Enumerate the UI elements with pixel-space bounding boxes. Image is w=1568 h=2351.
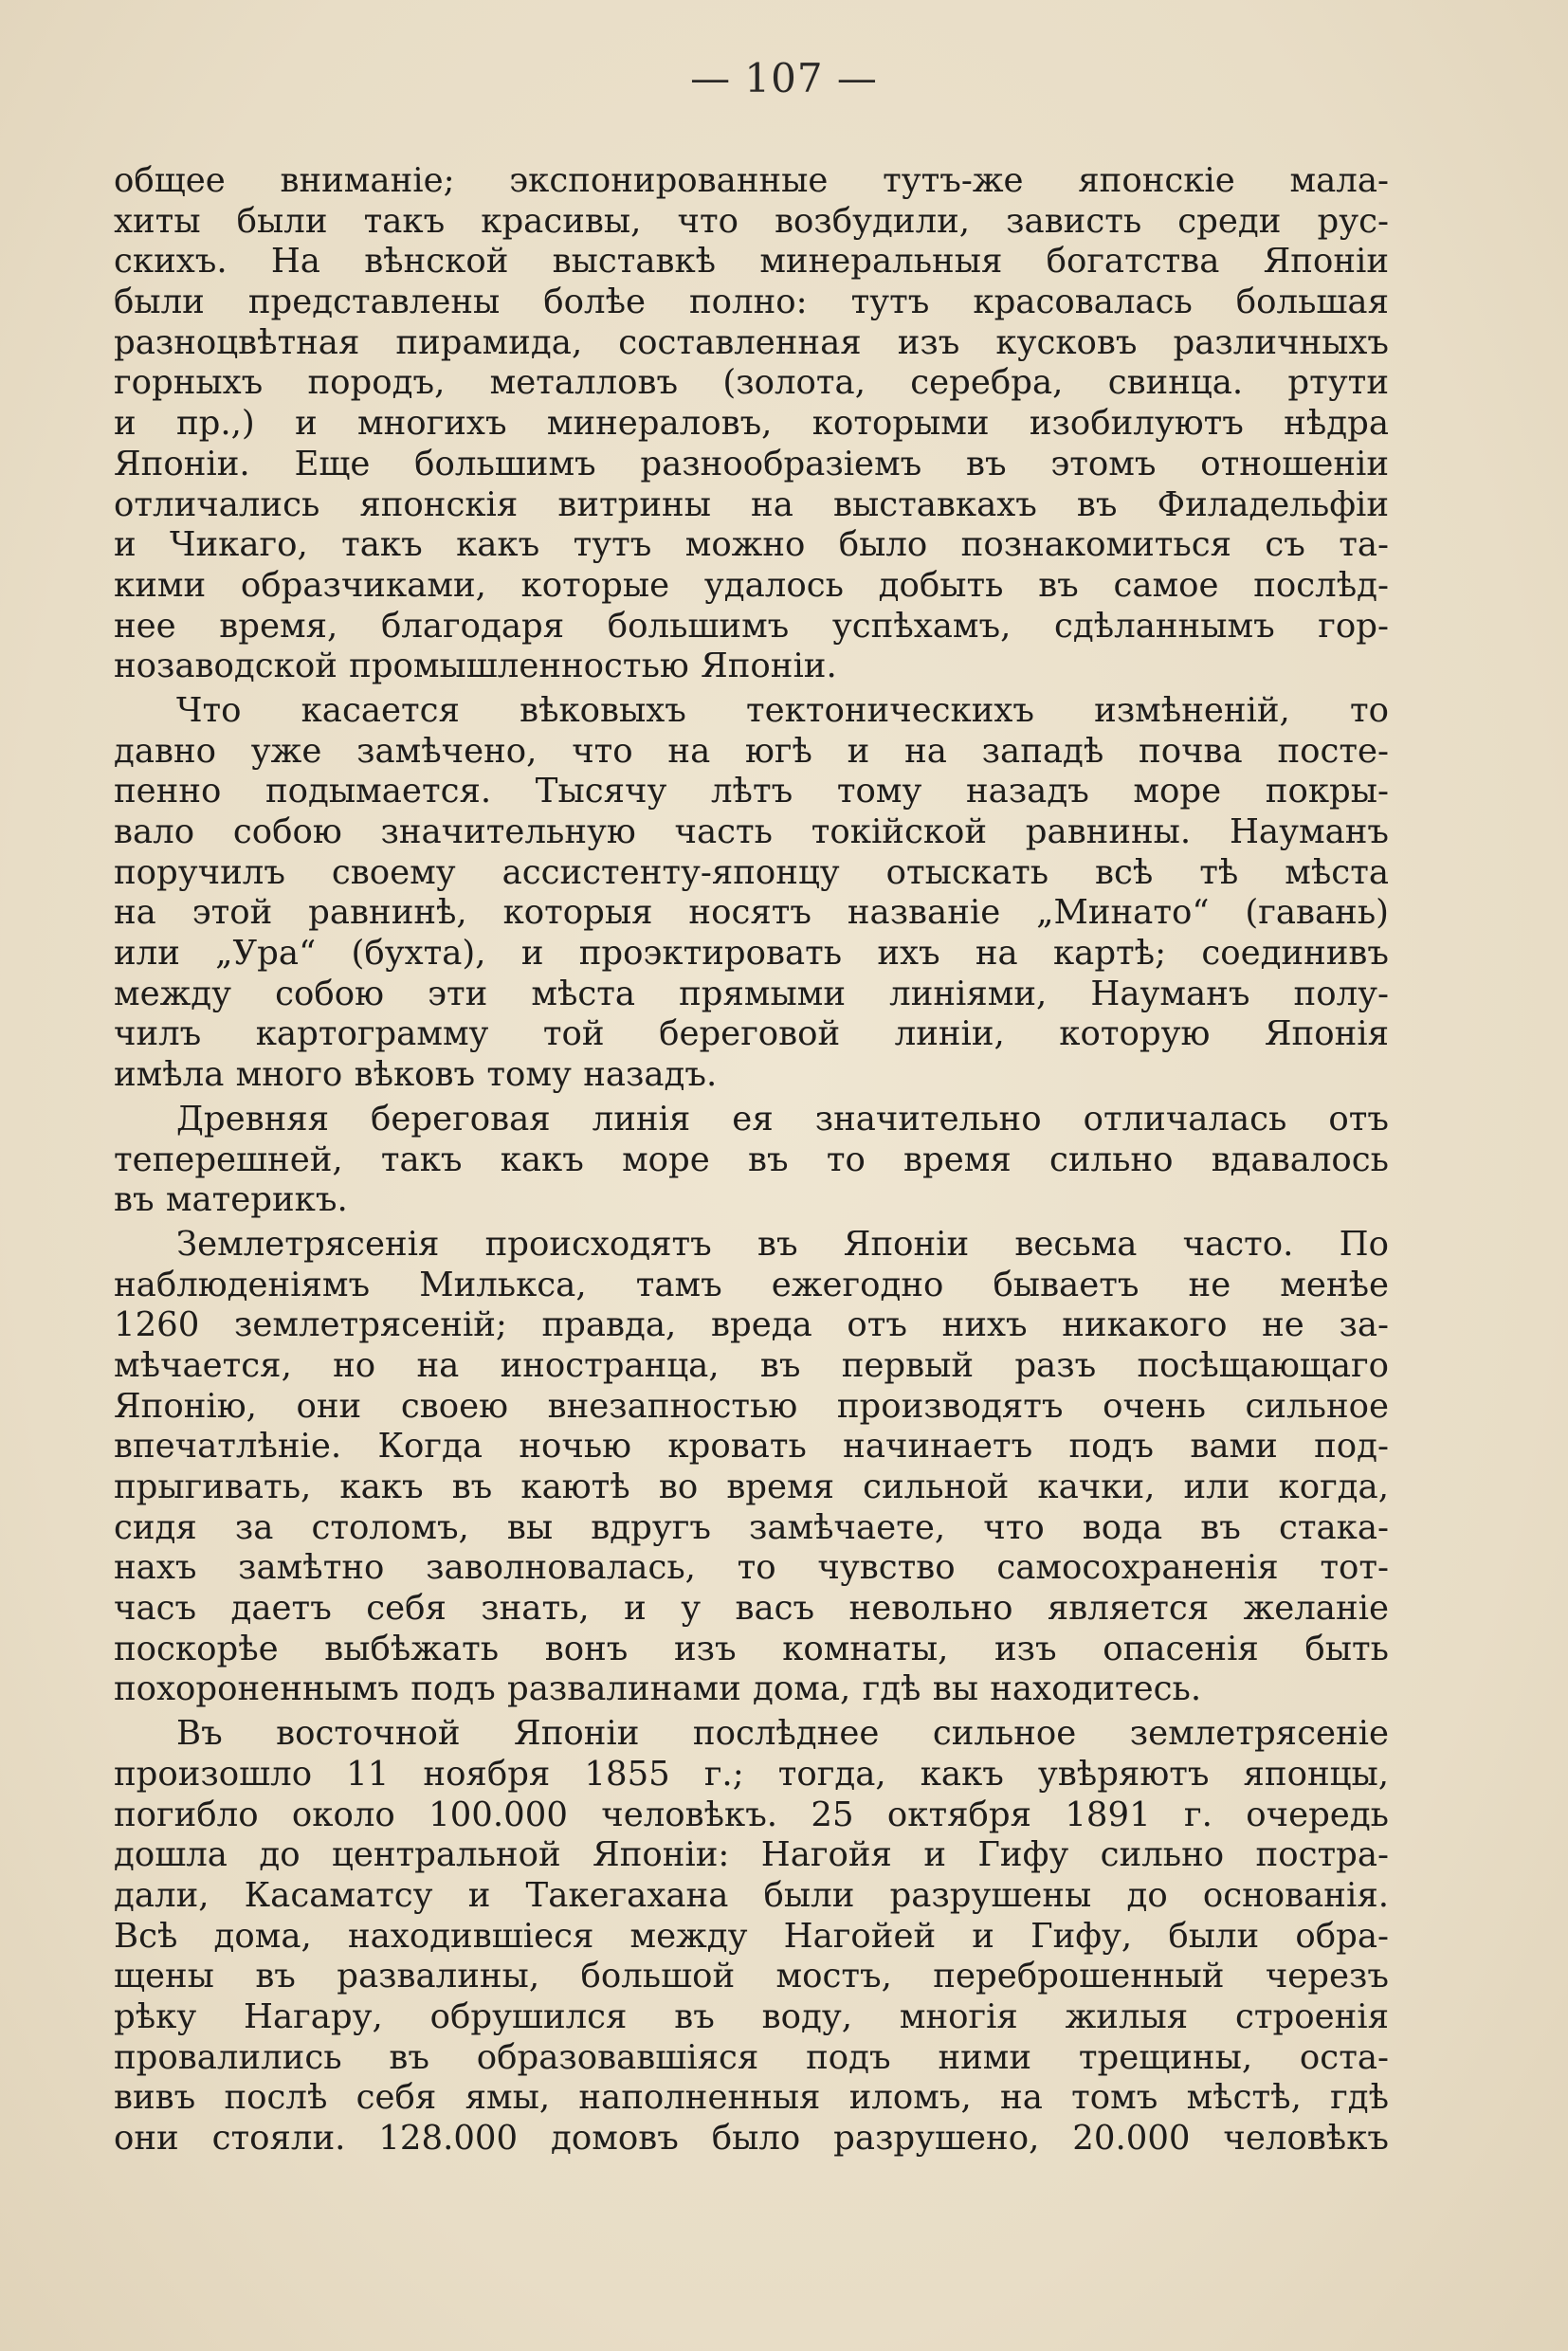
paragraph [114, 1225, 1389, 1710]
text-line: чилъ картограмму той береговой линіи, которую Японія [114, 1014, 1389, 1054]
text-line: и Чикаго, такъ какъ тутъ можно было познакомиться съ та- [114, 525, 1389, 565]
text-line: кими образчиками, которые удалось добыть въ самое послѣд- [114, 565, 1389, 605]
text-line: похороненнымъ подъ развалинами дома, гдѣ вы находитесь. [114, 1669, 1202, 1709]
text-line: нее время, благодаря большимъ успѣхамъ, сдѣланнымъ гор- [114, 606, 1389, 646]
text-line: Древняя береговая линія ея значительно отличалась отъ [176, 1099, 1389, 1139]
text-line: Землетрясенія происходятъ въ Японіи весьма часто. По [176, 1224, 1389, 1264]
text-line: погибло около 100.000 человѣкъ. 25 октября 1891 г. очередь [114, 1795, 1389, 1834]
text-line: дали, Касаматсу и Такегахана были разрушены до основанія. [114, 1875, 1389, 1915]
text-line: вивъ послѣ себя ямы, наполненныя иломъ, на томъ мѣстѣ, гдѣ [114, 2078, 1389, 2118]
paragraph [114, 691, 1389, 1096]
text-line: впечатлѣніе. Когда ночью кровать начинаетъ подъ вами под- [114, 1427, 1389, 1467]
text-line: давно уже замѣчено, что на югѣ и на западѣ почва посте- [114, 731, 1389, 771]
text-line: провалились въ образовавшіяся подъ ними трещины, оста- [114, 2037, 1389, 2077]
text-line: мѣчается, но на иностранца, въ первый разъ посѣщающаго [114, 1345, 1389, 1385]
text-line: Японіи. Еще большимъ разнообразіемъ въ этомъ отношеніи [114, 444, 1389, 483]
text-line: хиты были такъ красивы, что возбудили, зависть среди рус- [114, 201, 1389, 241]
text-line: между собою эти мѣста прямыми линіями, Науманъ полу- [114, 974, 1389, 1013]
text-line: сидя за столомъ, вы вдругъ замѣчаете, что вода въ стака- [114, 1507, 1389, 1547]
text-line: прыгивать, какъ въ каютѣ во время сильной качки, или когда, [114, 1467, 1389, 1506]
text-line: были представлены болѣе полно: тутъ красовалась большая [114, 282, 1389, 322]
text-line: Что касается вѣковыхъ тектоническихъ измѣненій, то [176, 690, 1389, 730]
text-line: нозаводской промышленностью Японіи. [114, 647, 837, 686]
text-line: на этой равнинѣ, которыя носятъ названіе „Минато“ (гавань) [114, 893, 1389, 933]
paragraph [114, 1714, 1389, 2160]
text-line: Всѣ дома, находившіеся между Нагойей и Гифу, были обра- [114, 1916, 1389, 1956]
paragraph [114, 1100, 1389, 1221]
text-line: отличались японскія витрины на выставкахъ въ Филадельфіи [114, 484, 1389, 524]
text-line: дошла до центральной Японіи: Нагойя и Гифу сильно постра- [114, 1835, 1389, 1875]
text-line: вало собою значительную часть токійской равнины. Науманъ [114, 812, 1389, 851]
text-line: и пр.,) и многихъ минераловъ, которыми изобилуютъ нѣдра [114, 404, 1389, 444]
text-line: имѣла много вѣковъ тому назадъ. [114, 1055, 718, 1095]
text-line: часъ даетъ себя знать, и у васъ невольно является желаніе [114, 1589, 1389, 1629]
text-line: горныхъ породъ, металловъ (золота, серебра, свинца. ртути [114, 363, 1389, 403]
text-line: произошло 11 ноября 1855 г.; тогда, какъ увѣряютъ японцы, [114, 1754, 1389, 1794]
page-number: — 107 — [690, 55, 878, 101]
text-line: скихъ. На вѣнской выставкѣ минеральныя богатства Японіи [114, 242, 1389, 282]
text-line: пенно подымается. Тысячу лѣтъ тому назадъ море покры- [114, 772, 1389, 811]
text-line: разноцвѣтная пирамида, составленная изъ кусковъ различныхъ [114, 322, 1389, 362]
text-line: Въ восточной Японіи послѣднее сильное землетрясеніе [176, 1714, 1389, 1754]
paragraph [114, 161, 1389, 687]
body-text [114, 161, 1389, 2160]
text-line: наблюденіямъ Милькса, тамъ ежегодно бываетъ не менѣе [114, 1265, 1389, 1304]
text-line: въ материкъ. [114, 1180, 348, 1220]
text-line: рѣку Нагару, обрушился въ воду, многія жилыя строенія [114, 1996, 1389, 2036]
text-line: или „Ура“ (бухта), и проэктировать ихъ на картѣ; соединивъ [114, 934, 1389, 974]
text-line: теперешней, такъ какъ море въ то время сильно вдавалось [114, 1139, 1389, 1179]
text-line: 1260 землетрясеній; правда, вреда отъ нихъ никакого не за- [114, 1305, 1389, 1345]
text-line: нахъ замѣтно заволновалась, то чувство самосохраненія тот- [114, 1548, 1389, 1588]
text-line: щены въ развалины, большой мостъ, переброшенный черезъ [114, 1957, 1389, 1996]
text-line: общее вниманіе; экспонированные тутъ-же японскіе мала- [114, 161, 1389, 200]
text-line: Японію, они своею внезапностью производятъ очень сильное [114, 1386, 1389, 1426]
text-line: поручилъ своему ассистенту-японцу отыскать всѣ тѣ мѣста [114, 852, 1389, 892]
text-line: поскорѣе выбѣжать вонъ изъ комнаты, изъ опасенія быть [114, 1629, 1389, 1668]
text-line: они стояли. 128.000 домовъ было разрушено, 20.000 человѣкъ [114, 2119, 1389, 2158]
